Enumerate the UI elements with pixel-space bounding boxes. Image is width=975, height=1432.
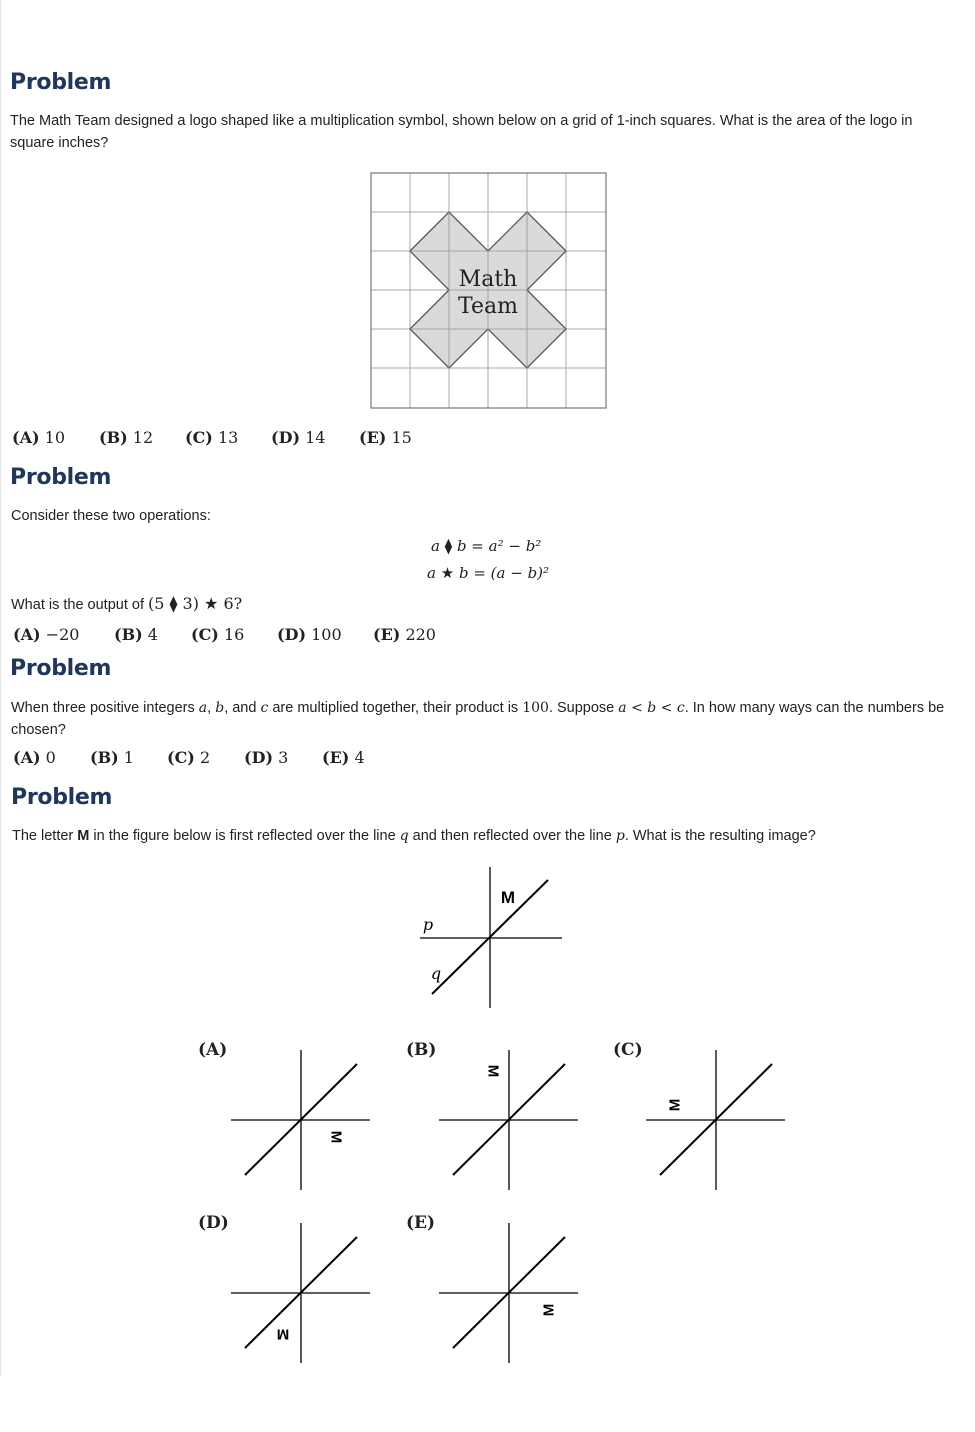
problem-2-text: Consider these two operations: xyxy=(11,508,211,524)
choice-d[interactable]: (D) 14 xyxy=(271,428,326,447)
option-a-figure[interactable] xyxy=(230,1048,372,1193)
option-d-label[interactable]: (D) xyxy=(198,1213,229,1233)
choice-b[interactable]: (B) 4 xyxy=(114,625,158,644)
label-q: q xyxy=(430,964,442,983)
option-b-figure[interactable] xyxy=(438,1048,580,1193)
choice-e[interactable]: (E) 4 xyxy=(322,748,365,767)
option-d-figure[interactable] xyxy=(230,1221,372,1366)
label-p: p xyxy=(422,915,434,934)
option-e-label[interactable]: (E) xyxy=(406,1213,436,1233)
problem-3-heading: Problem xyxy=(10,656,112,681)
problem-1-heading: Problem xyxy=(10,70,112,95)
option-d-letter-m: M xyxy=(276,1325,290,1343)
choice-a[interactable]: (A) 0 xyxy=(13,748,56,767)
option-a-letter-m: M xyxy=(327,1130,345,1144)
option-e-letter-m: M xyxy=(540,1303,558,1317)
equation-1: a ⧫ b = a² − b² xyxy=(431,537,542,555)
problem-2-choices xyxy=(13,625,436,644)
option-c-label[interactable]: (C) xyxy=(613,1040,643,1060)
choice-d[interactable]: (D) 100 xyxy=(277,625,342,644)
letter-m: M xyxy=(500,888,516,907)
choice-a[interactable]: (A) 10 xyxy=(12,428,66,447)
problem-1-text: The Math Team designed a logo shaped like a multiplication symbol, shown below on a grid of 1-inch squares. What is the area of the logo in square inches? xyxy=(10,113,913,151)
choice-b[interactable]: (B) 12 xyxy=(99,428,154,447)
problem-4-text: The letter M in the figure below is first reflected over the line q and then reflected over the line p. What is the resulting image? xyxy=(12,828,816,844)
option-a-label[interactable]: (A) xyxy=(198,1040,228,1060)
logo-grid-figure xyxy=(370,172,608,410)
choice-c[interactable]: (C) 16 xyxy=(191,625,245,644)
choice-c[interactable]: (C) 2 xyxy=(167,748,211,767)
problem-2-heading: Problem xyxy=(10,465,112,490)
problem-1-choices xyxy=(12,428,412,447)
equation-2: a ★ b = (a − b)² xyxy=(427,564,550,582)
option-b-letter-m: M xyxy=(484,1064,502,1078)
option-c-figure[interactable] xyxy=(645,1048,787,1193)
logo-text-line-2: Team xyxy=(458,294,518,319)
choice-d[interactable]: (D) 3 xyxy=(244,748,289,767)
choice-c[interactable]: (C) 13 xyxy=(185,428,239,447)
option-c-letter-m: M xyxy=(666,1098,684,1112)
problem-2-question: What is the output of (5 ⧫ 3) ★ 6? xyxy=(11,594,243,613)
reflection-figure xyxy=(410,860,570,1015)
choice-b[interactable]: (B) 1 xyxy=(90,748,134,767)
choice-e[interactable]: (E) 220 xyxy=(373,625,436,644)
logo-text-line-1: Math xyxy=(458,267,518,292)
choice-e[interactable]: (E) 15 xyxy=(359,428,412,447)
problem-4-heading: Problem xyxy=(11,785,113,810)
problem-3-text: When three positive integers a, b, and c are multiplied together, their product is 100. Suppose a < b < c. In how many ways can the numbers be chosen? xyxy=(11,700,945,738)
option-b-label[interactable]: (B) xyxy=(406,1040,437,1060)
option-e-figure[interactable] xyxy=(438,1221,580,1366)
problem-3-choices xyxy=(13,748,365,767)
choice-a[interactable]: (A) −20 xyxy=(13,625,80,644)
